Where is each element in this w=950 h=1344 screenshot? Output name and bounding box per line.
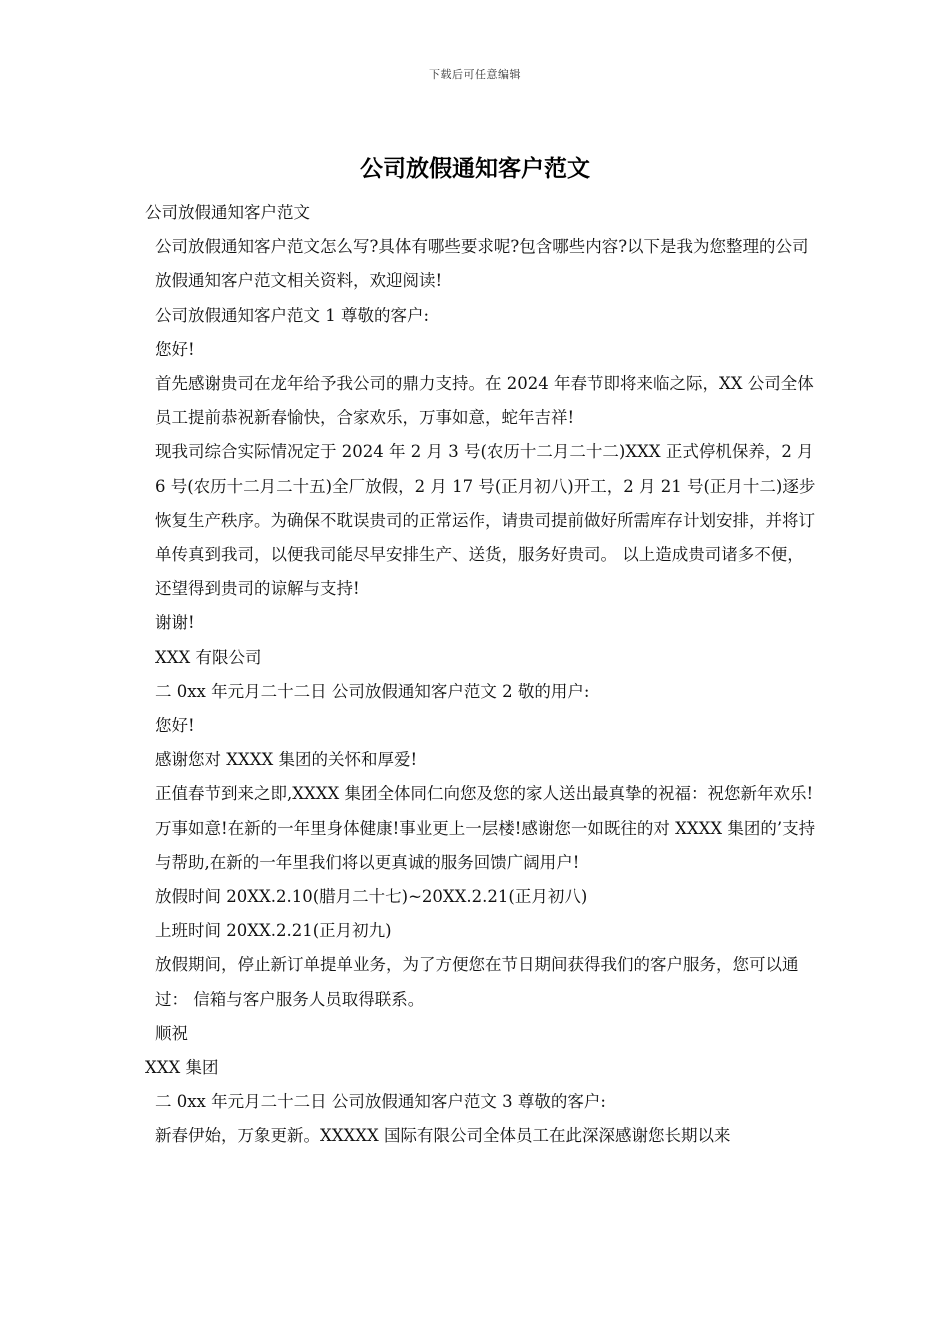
paragraph: 公司放假通知客户范文怎么写?具体有哪些要求呢?包含哪些内容?以下是我为您整理的公司放假通知客户范文相关资料，欢迎阅读! xyxy=(155,237,809,291)
paragraph: 放假时间 20XX.2.10(腊月二十七)~20XX.2.21(正月初八) xyxy=(155,887,588,907)
paragraph: 二 0xx 年元月二十二日 公司放假通知客户范文 2 敬的用户: xyxy=(155,681,590,701)
paragraph: 公司放假通知客户范文 xyxy=(145,203,310,222)
paragraph: 现我司综合实际情况定于 2024 年 2 月 3 号(农历十二月二十二)XXX 正式停机保养，2 月 6 号(农历十二月二十五)全厂放假，2 月 17 号(正月初八)开工，2 月 21 号(正月十二)逐步恢复生产秩序。为确保不耽误贵司的正常运作，请贵司提前做好所需库存计划安排，并将订单传真到我司，以便我司能尽早安排生产、送货，服务好贵司。 以上造成贵司诸多不便，还望得到贵司的谅解与支持! xyxy=(155,442,816,599)
paragraph: XXX 集团 xyxy=(145,1058,219,1078)
paragraph: XXX 有限公司 xyxy=(155,647,262,667)
paragraph: 新春伊始，万象更新。XXXXX 国际有限公司全体员工在此深深感谢您长期以来 xyxy=(155,1126,731,1146)
paragraph: 正值春节到来之即,XXXX 集团全体同仁向您及您的家人送出最真挚的祝福：祝您新年欢乐!万事如意!在新的一年里身体健康!事业更上一层楼!感谢您一如既往的对 XXXX 集团的’支持与帮助,在新的一年里我们将以更真诚的服务回馈广阔用户! xyxy=(155,784,816,872)
paragraph: 顺祝 xyxy=(155,1023,188,1043)
paragraph: 您好! xyxy=(155,339,195,359)
paragraph: 放假期间，停止新订单提单业务，为了方便您在节日期间获得我们的客户服务，您可以通过： 信箱与客户服务人员取得联系。 xyxy=(155,955,799,1009)
paragraph: 谢谢! xyxy=(155,613,195,633)
header-note: 下载后可任意编辑 xyxy=(429,68,521,81)
paragraph: 上班时间 20XX.2.21(正月初九) xyxy=(155,921,392,941)
paragraph: 您好! xyxy=(155,716,195,736)
paragraph: 公司放假通知客户范文 1 尊敬的客户: xyxy=(155,305,430,325)
paragraph: 感谢您对 XXXX 集团的关怀和厚爱! xyxy=(155,750,418,770)
document-body xyxy=(145,196,817,1154)
document-title: 公司放假通知客户范文 xyxy=(360,155,590,182)
paragraph: 二 0xx 年元月二十二日 公司放假通知客户范文 3 尊敬的客户: xyxy=(155,1092,606,1112)
paragraph: 首先感谢贵司在龙年给予我公司的鼎力支持。在 2024 年春节即将来临之际，XX 公司全体员工提前恭祝新春愉快，合家欢乐，万事如意，蛇年吉祥! xyxy=(155,374,814,428)
